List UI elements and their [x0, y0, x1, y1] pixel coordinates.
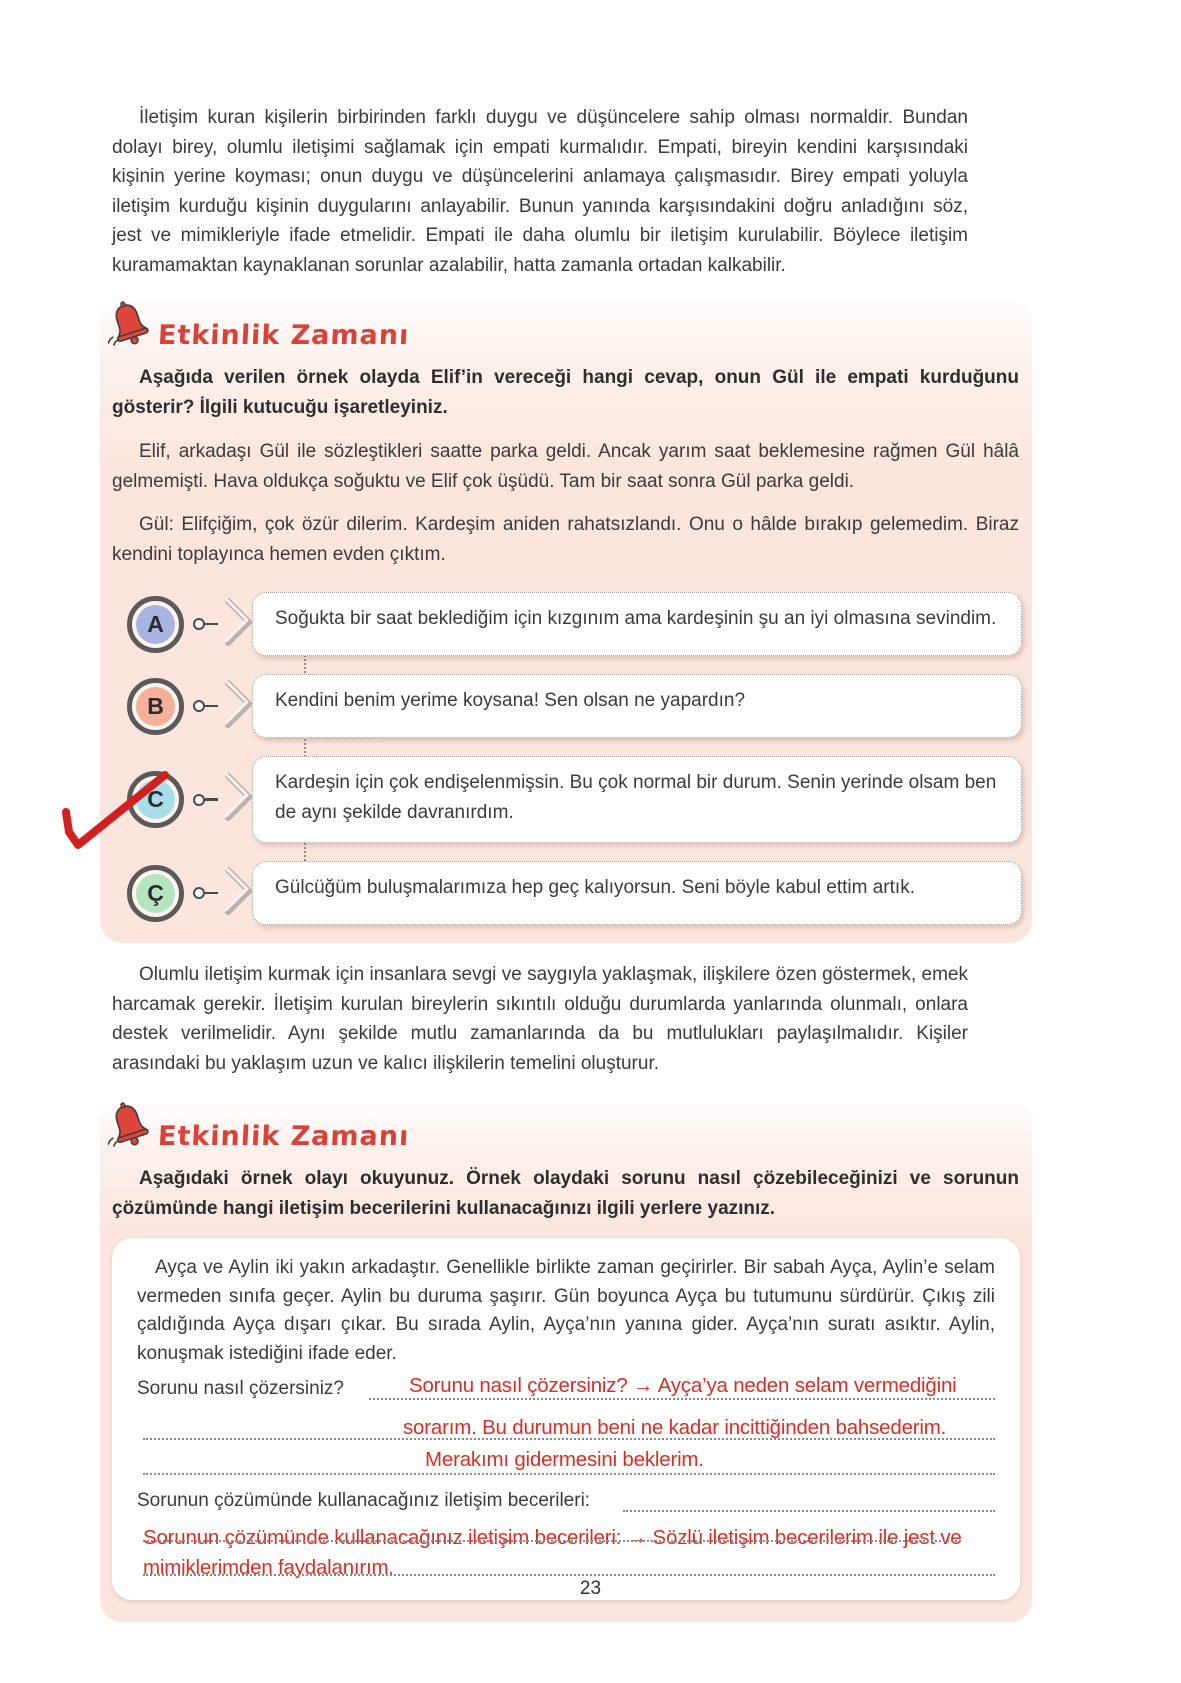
- chevron-right-icon: [223, 593, 255, 656]
- option-row-b: [100, 674, 1022, 738]
- worksheet-card: [112, 1238, 1020, 1600]
- option-text-b: Kendini benim yerime koysana! Sen olsan ne yapardın?: [252, 674, 1022, 738]
- chevron-right-icon: [223, 862, 255, 925]
- option-row-ç: [100, 861, 1022, 925]
- option-letter-a: A: [136, 605, 175, 644]
- option-text-c: Kardeşin için çok endişelenmişsin. Bu çok normal bir durum. Senin yerinde olsam ben de aynı şekilde davranırdım.: [252, 756, 1022, 843]
- connector-dot: [193, 887, 218, 899]
- activity-1-title: Etkinlik Zamanı: [157, 320, 411, 351]
- question-1-answer-line-3: Merakımı gidermesini beklerim.: [425, 1448, 704, 1471]
- connector-dot: [193, 794, 218, 806]
- page-number: 23: [579, 1578, 602, 1599]
- option-text-ç: Gülcüğüm buluşmalarımıza hep geç kalıyorsun. Seni böyle kabul ettim artık.: [252, 861, 1022, 925]
- option-row-c: [100, 756, 1022, 843]
- activity-1-scenario: Elif, arkadaşı Gül ile sözleştikleri saatte parka geldi. Ancak yarım saat beklemesine rağmen Gül hâlâ gelmemişti. Hava oldukça soğuktu ve Elif çok üşüdü. Tam bir saat sonra Gül parka geldi.: [112, 441, 1019, 492]
- activity-1-instruction: Aşağıda verilen örnek olayda Elif’in vereceği hangi cevap, onun Gül ile empati kurduğunu gösterir? İlgili kutucuğu işaretleyiniz.: [112, 367, 1019, 418]
- question-2-answer-line-2: mimiklerimden faydalanırım.: [143, 1556, 394, 1579]
- option-checkbox-ç[interactable]: [127, 865, 184, 922]
- question-2-answer-line-1: Sorunun çözümünde kullanacağınız iletişim becerileri: → Sözlü iletişim becerilerim ile jest ve: [143, 1526, 962, 1549]
- activity-1-heading: [100, 299, 1032, 351]
- chevron-right-icon: [223, 768, 255, 831]
- connector-dot: [193, 700, 218, 712]
- activity-2-scenario: Ayça ve Aylin iki yakın arkadaştır. Genellikle birlikte zaman geçirirler. Bir sabah Ayça, Aylin’e selam vermeden sınıfa geçer. Aylin bu duruma şaşırır. Gün boyunca Ayça bu tutumunu sürdürür. Çıkış zili çaldığında Ayça dışarı çıkar. Bu sırada Aylin, Ayça’nın yanına gider. Ayça’nın suratı asıktır. Aylin, konuşmak istediğini ifade eder.: [137, 1257, 995, 1364]
- activity-1-quote: Gül: Elifçiğim, çok özür dilerim. Kardeşim aniden rahatsızlandı. Onu o hâlde bırakıp gelemedim. Biraz kendini toplayınca hemen evden çıktım.: [112, 514, 1019, 565]
- activity-2-title: Etkinlik Zamanı: [157, 1121, 411, 1152]
- activity-2-heading: [100, 1100, 1032, 1152]
- option-checkbox-b[interactable]: [127, 678, 184, 735]
- answer-rule-6[interactable]: [143, 1574, 995, 1576]
- option-checkbox-a[interactable]: [127, 596, 184, 653]
- activity-2-instruction: Aşağıdaki örnek olayı okuyunuz. Örnek olaydaki sorunu nasıl çözebileceğinizi ve sorunun çözümünde hangi iletişim becerilerini kullanacağınızı ilgili yerlere yazınız.: [112, 1168, 1019, 1219]
- question-1-label: Sorunu nasıl çözersiniz?: [137, 1378, 344, 1399]
- option-letter-b: B: [136, 687, 175, 726]
- option-list: [100, 592, 1032, 925]
- question-1-answer-line-2: sorarım. Bu durumun beni ne kadar incittiğinden bahsederim.: [403, 1416, 947, 1439]
- option-letter-ç: Ç: [136, 874, 175, 913]
- question-1-answer-line-1: Sorunu nasıl çözersiniz? → Ayça’ya neden selam vermediğini: [409, 1374, 957, 1397]
- bell-icon: [108, 298, 150, 351]
- activity-2: [100, 1100, 1032, 1622]
- option-row-a: [100, 592, 1022, 656]
- middle-paragraph: Olumlu iletişim kurmak için insanlara sevgi ve saygıyla yaklaşmak, ilişkilere özen göstermek, emek harcamak gerekir. İletişim kurulan bireylerin sıkıntılı olduğu durumlarda yanlarında olunmalı, onlara destek verilmelidir. Aynı şekilde mutlu zamanlarında da bu mutlulukları paylaşılmalıdır. Kişiler arasındaki bu yaklaşım uzun ve kalıcı ilişkilerin temelini oluşturur.: [112, 964, 968, 1074]
- chevron-right-icon: [223, 675, 255, 738]
- answer-rule-5[interactable]: [143, 1540, 961, 1542]
- bell-icon: [108, 1099, 150, 1152]
- answer-rule-1[interactable]: [369, 1398, 995, 1400]
- answer-rule-4[interactable]: [623, 1510, 995, 1512]
- red-checkmark-icon: [52, 744, 180, 867]
- option-letter-c: C: [136, 780, 175, 819]
- question-2-label: Sorunun çözümünde kullanacağınız iletişim becerileri:: [137, 1490, 591, 1511]
- intro-paragraph: İletişim kuran kişilerin birbirinden farklı duygu ve düşüncelere sahip olması normaldir. Bundan dolayı birey, olumlu iletişimi sağlamak için empati kurmalıdır. Empati, bireyin kendini karşısındaki kişinin yerine koyması; onun duygu ve düşüncelerini anlamaya çalışmasıdır. Birey empati yoluyla iletişim kurduğu kişinin duygularını anlayabilir. Bunun yanında karşısındakini doğru anladığını söz, jest ve mimikleriyle ifade etmelidir. Empati ile daha olumlu bir iletişim kurulabilir. Böylece iletişim kuramamaktan kaynaklanan sorunlar azalabilir, hatta zamanla ortadan kalkabilir.: [112, 107, 968, 276]
- answer-area: [137, 1374, 995, 1586]
- option-text-a: Soğukta bir saat beklediğim için kızgınım ama kardeşinin şu an iyi olmasına sevindim.: [252, 592, 1022, 656]
- answer-rule-3[interactable]: [143, 1473, 995, 1475]
- connector-dot: [193, 618, 218, 630]
- activity-1: [100, 299, 1032, 943]
